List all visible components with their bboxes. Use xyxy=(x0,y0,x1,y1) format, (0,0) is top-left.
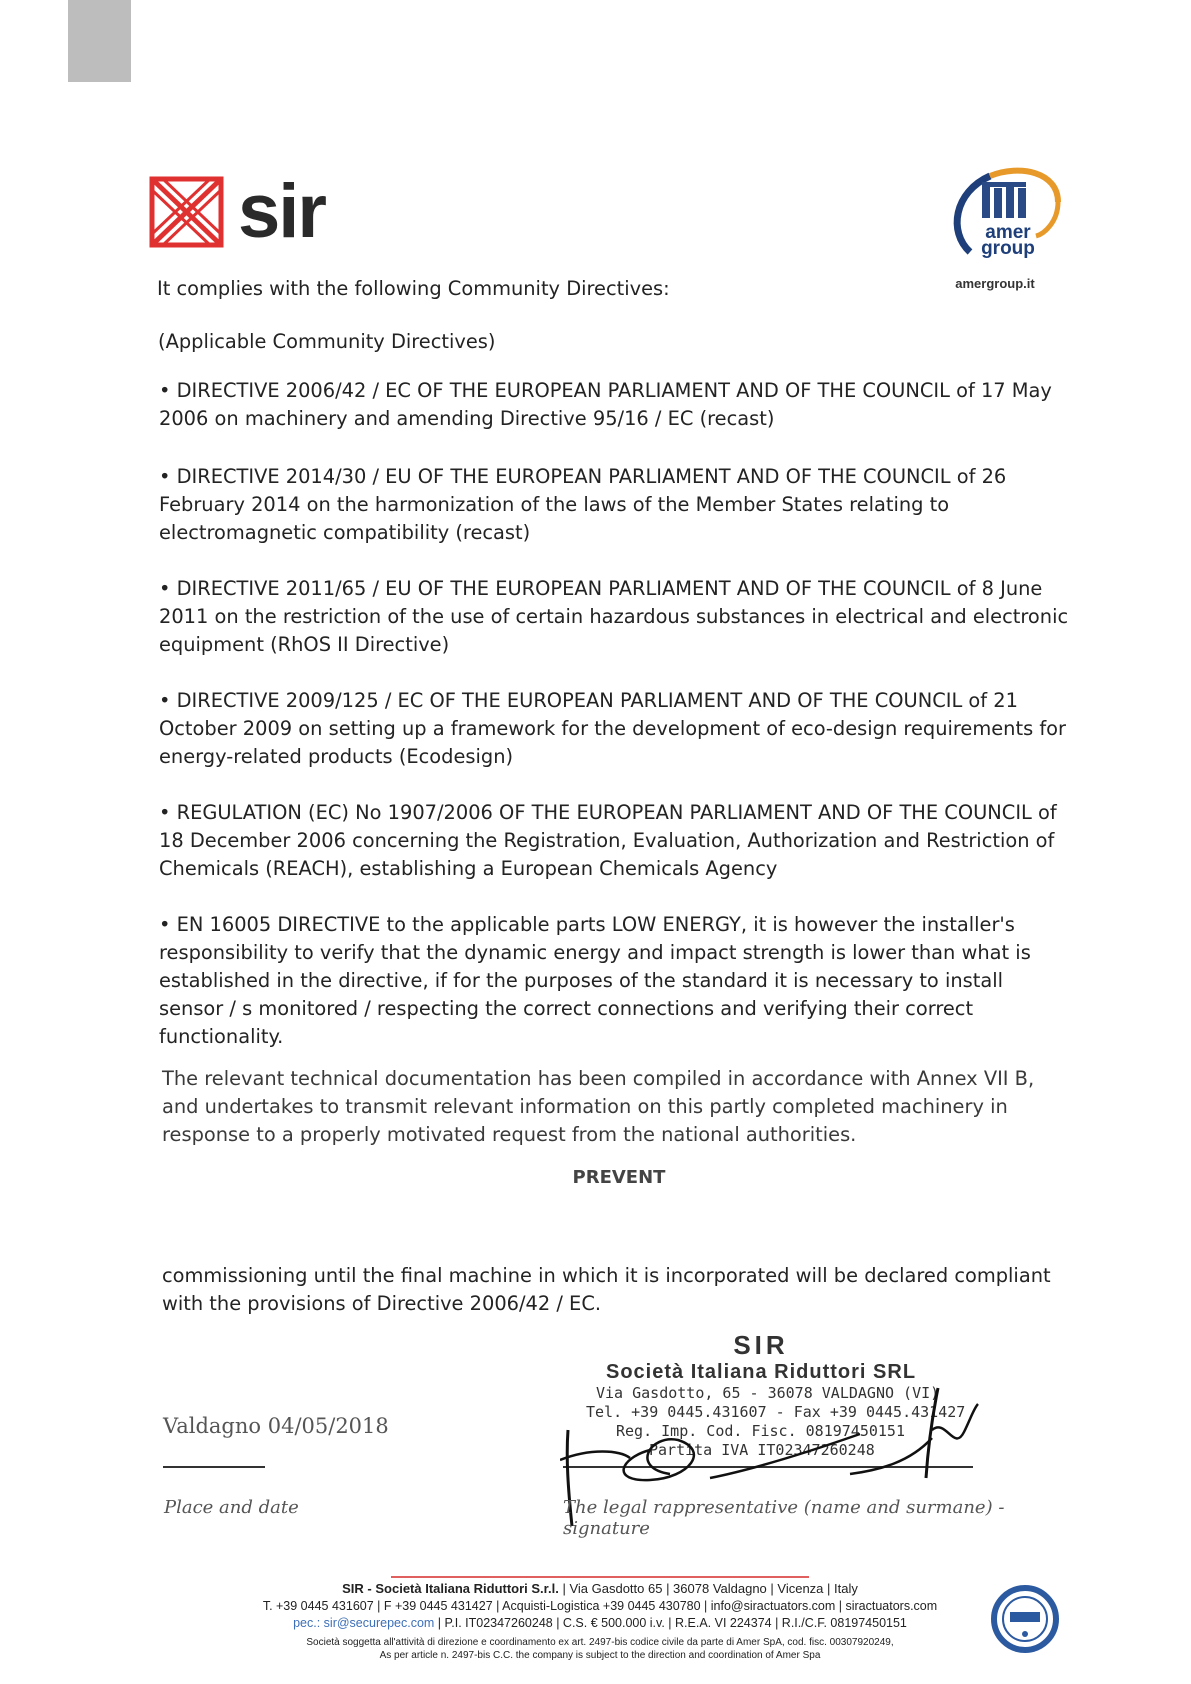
footer-pec-link[interactable]: pec.: sir@securepec.com xyxy=(293,1616,435,1630)
footer-note-english: As per article n. 2497-bis C.C. the company is subject to the direction and coordination of Amer Spa xyxy=(379,1650,821,1661)
amer-group-logo xyxy=(940,162,1068,272)
stamp-vat: Partita IVA IT02347260248 xyxy=(649,1441,875,1459)
date-underline xyxy=(163,1466,265,1468)
sir-logo-mark-icon xyxy=(149,176,224,248)
place-date-label: Place and date xyxy=(164,1497,299,1518)
sir-wordmark: sir xyxy=(238,169,325,254)
directives-subheading: (Applicable Community Directives) xyxy=(158,330,496,353)
stamp-phone-fax: Tel. +39 0445.431607 - Fax +39 0445.431427 xyxy=(586,1403,966,1421)
footer-address: | Via Gasdotto 65 | 36078 Valdagno | Vicenza | Italy xyxy=(558,1581,858,1596)
regulation-reach: • REGULATION (EC) No 1907/2006 OF THE EUROPEAN PARLIAMENT AND OF THE COUNCIL of 18 December 2006 concerning the Registration, Evaluation, Authorization and Restriction of Chemicals (REACH), establishing a European Chemicals Agency xyxy=(159,801,1057,880)
footer-note-italian: Società soggetta all'attività di direzione e coordinamento ex art. 2497-bis codice civile da parte di Amer SpA, cod. fisc. 00307920249, xyxy=(306,1637,894,1648)
stamp-address: Via Gasdotto, 65 - 36078 VALDAGNO (VI) xyxy=(596,1384,940,1402)
place-date-value: Valdagno 04/05/2018 xyxy=(163,1414,389,1438)
footer-contacts: T. +39 0445 431607 | F +39 0445 431427 | Acquisti-Logistica +39 0445 430780 | info@siractuators.com | siractuators.com xyxy=(262,1599,938,1613)
directive-ecodesign: • DIRECTIVE 2009/125 / EC OF THE EUROPEAN PARLIAMENT AND OF THE COUNCIL of 21 October 2009 on setting up a framework for the development of eco-design requirements for energy-related products (Ecodesign) xyxy=(159,689,1066,768)
technical-documentation-paragraph: The relevant technical documentation has been compiled in accordance with Annex VII B, and undertakes to transmit relevant information on this partly completed machinery in response to a properly motivated request from the national authorities. xyxy=(162,1067,1035,1146)
prevent-heading: PREVENT xyxy=(572,1167,666,1188)
amer-logo-line1: amer xyxy=(985,222,1031,243)
directive-en16005: • EN 16005 DIRECTIVE to the applicable parts LOW ENERGY, it is however the installer's responsibility to verify that the dynamic energy and impact strength is lower than what is established in the directive, if for the purposes of the standard it is necessary to install sensor / s monitored / respecting the correct connections and verifying their correct functionality. xyxy=(159,913,1031,1048)
directive-rohs: • DIRECTIVE 2011/65 / EU OF THE EUROPEAN PARLIAMENT AND OF THE COUNCIL of 8 June 2011 on the restriction of the use of certain hazardous substances in electrical and electronic equipment (RhOS II Directive) xyxy=(159,577,1069,656)
directive-emc: • DIRECTIVE 2014/30 / EU OF THE EUROPEAN PARLIAMENT AND OF THE COUNCIL of 26 February 2014 on the harmonization of the laws of the Member States relating to electromagnetic compatibility (recast) xyxy=(159,465,1007,544)
footer-company-name: SIR - Società Italiana Riduttori S.r.l. xyxy=(342,1581,559,1596)
stamp-registry: Reg. Imp. Cod. Fisc. 08197450151 xyxy=(616,1422,905,1440)
company-footer xyxy=(200,1580,1000,1662)
iso-certification-badge-icon xyxy=(990,1584,1060,1654)
intro-line: It complies with the following Community Directives: xyxy=(157,277,670,300)
stamp-company-name: Società Italiana Riduttori SRL xyxy=(606,1361,917,1383)
amer-website: amergroup.it xyxy=(955,276,1035,291)
sir-logo xyxy=(149,169,325,254)
directive-machinery: • DIRECTIVE 2006/42 / EC OF THE EUROPEAN PARLIAMENT AND OF THE COUNCIL of 17 May 2006 on machinery and amending Directive 95/16 / EC (recast) xyxy=(159,379,1052,430)
footer-rule xyxy=(391,1576,809,1578)
scan-margin-tab xyxy=(68,0,131,82)
stamp-brand: SIR xyxy=(733,1330,789,1360)
commissioning-paragraph: commissioning until the final machine in which it is incorporated will be declared compliant with the provisions of Directive 2006/42 / EC. xyxy=(162,1264,1051,1315)
legal-representative-label: The legal rappresentative (name and surmane) - signature xyxy=(563,1497,1005,1539)
amer-logo-line2: group xyxy=(981,238,1035,259)
footer-registry: | P.I. IT02347260248 | C.S. € 500.000 i.v. | R.E.A. VI 224374 | R.I./C.F. 08197450151 xyxy=(434,1616,907,1630)
